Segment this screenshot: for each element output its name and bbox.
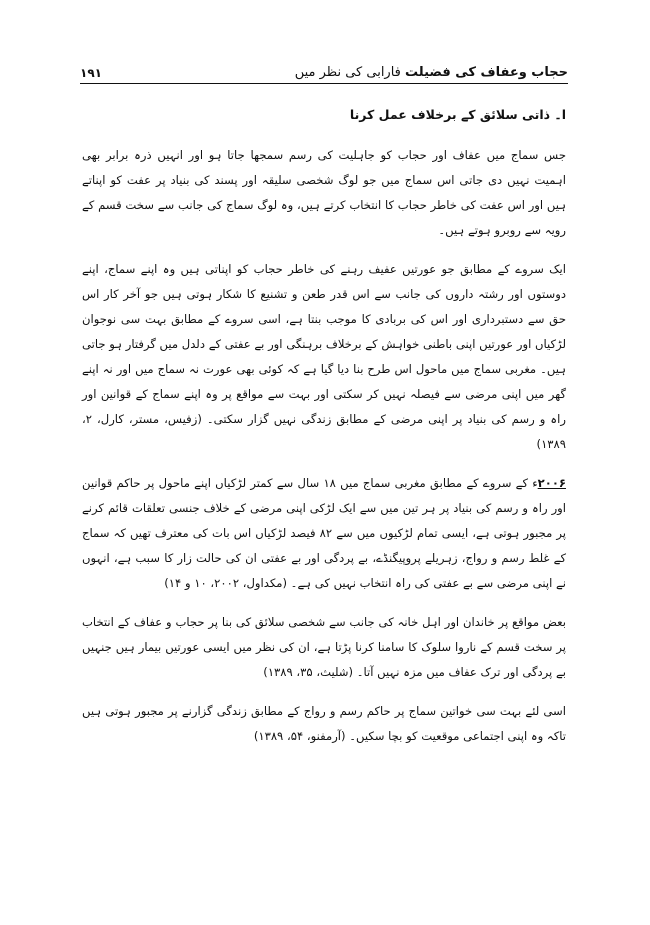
page-header xyxy=(80,58,568,80)
section-heading: ا۔ ذاتی سلائق کے برخلاف عمل کرنا xyxy=(349,107,566,122)
header-rule xyxy=(80,83,568,84)
body-text xyxy=(82,102,566,763)
paragraph-3-text: ء کے سروے کے مطابق مغربی سماج میں ۱۸ سال سے کمتر لڑکیاں اپنے ماحول پر حاکم قوانین اور راہ و رسم کی بنیاد پر ہر تین میں سے ایک لڑکی اپنی مرضی کے خلاف جنسی تعلقات قائم کرنے پر مجبور ہوتی ہے، ایسی تمام لڑکیوں میں سے ۸۲ فیصد لڑکیاں اس بات کی معترف تھیں کہ سماج کے غلط رسم و رواج، زہریلے پروپیگنڈے، بے پردگی اور بے عفتی ان کی حالت زار کا سبب ہے، انہوں نے اپنی مرضی سے بے عفتی کی راہ انتخاب نہیں کی ہے۔ (مکداول، ۲۰۰۲، ۱۰ و ۱۴) xyxy=(82,476,566,590)
running-head xyxy=(295,65,568,80)
survey-year: ۲۰۰۶ xyxy=(537,476,566,490)
paragraph-3 xyxy=(82,471,566,596)
page-number: ۱۹۱ xyxy=(80,66,102,80)
paragraph-5: اسی لئے بہت سی خواتین سماج پر حاکم رسم و رواج کے مطابق زندگی گزارنے پر مجبور ہوتی ہیں تاکہ وہ اپنی اجتماعی موقعیت کو بچا سکیں۔ (آرمفنو، ۵۴، ۱۳۸۹) xyxy=(82,704,566,743)
paragraph-2: ایک سروے کے مطابق جو عورتیں عفیف رہنے کی خاطر حجاب کو اپناتی ہیں وہ اپنے سماج، اپنے دوستوں اور رشتہ داروں کی جانب سے اس قدر طعن و تشنیع کا شکار ہوتی ہیں جو آخر کار اس حق سے دستبرداری اور اس کی بربادی کا موجب بنتا ہے، اسی سروے کے مطابق بہت سی نوجوان لڑکیاں اور عورتیں اپنی باطنی خواہش کے برخلاف برہنگی اور بے عفتی کے دلدل میں گرفتار ہو جاتی ہیں۔ مغربی سماج میں ماحول اس طرح بنا دیا گیا ہے کہ کوئی بھی عورت نہ سماج میں اور نہ اپنے گھر میں اپنی مرضی سے فیصلہ نہیں کر سکتی اور بہت سے مواقع پر وہ اپنے سماج کے قوانین اور راہ و رسم کی بنیاد پر اپنی مرضی کے مطابق زندگی نہیں گزار سکتی۔ (زفیس، مستر، کارل، ۲، ۱۳۸۹) xyxy=(82,262,566,451)
paragraph-1: جس سماج میں عفاف اور حجاب کو جاہلیت کی رسم سمجھا جاتا ہو اور انہیں ذرہ برابر بھی اہمیت نہیں دی جاتی اس سماج میں جو لوگ شخصی سلیقہ اور پسند کی بنیاد پر عفت کو اپناتے ہیں اور اس عفت کی خاطر حجاب کا انتخاب کرتے ہیں، وہ لوگ سماج کی جانب سے سخت قسم کے رویہ سے روبرو ہوتے ہیں۔ xyxy=(82,148,566,237)
running-head-bold: حجاب وعفاف کی فضیلت xyxy=(405,65,568,80)
paragraph-4: بعض مواقع پر خاندان اور اہل خانہ کی جانب سے شخصی سلائق کی بنا پر حجاب و عفاف کے انتخاب پر سخت قسم کے ناروا سلوک کا سامنا کرنا پڑتا ہے، ان کی نظر میں ایسی عورتیں بیمار ہیں جنہیں بے پردگی اور ترک عفاف میں مزہ نہیں آتا۔ (شلیث، ۳۵، ۱۳۸۹) xyxy=(82,615,566,679)
running-head-rest: فارابی کی نظر میں xyxy=(294,65,406,80)
